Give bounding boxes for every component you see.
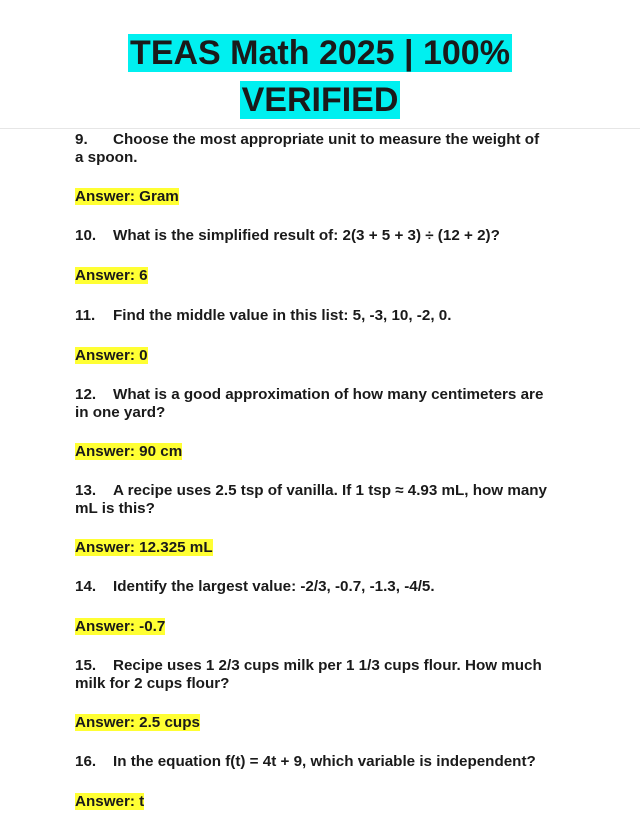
- answer-highlight: Answer: 0: [75, 347, 148, 364]
- question-text: What is a good approximation of how many centimeters are: [113, 386, 544, 403]
- question-text: Identify the largest value: -2/3, -0.7, -1.3, -4/5.: [113, 578, 435, 595]
- header-subtitle: VERIFIED: [241, 81, 399, 119]
- question-12: [75, 386, 575, 422]
- answer-10: [75, 267, 575, 285]
- question-text-cont: milk for 2 cups flour?: [75, 675, 230, 692]
- answer-highlight: Answer: Gram: [75, 188, 179, 205]
- question-16: [75, 753, 575, 771]
- page-header: [0, 30, 640, 124]
- question-14: [75, 578, 575, 596]
- question-text-cont: a spoon.: [75, 149, 138, 166]
- question-text: Find the middle value in this list: 5, -3, 10, -2, 0.: [113, 307, 452, 324]
- answer-15: [75, 714, 575, 732]
- answer-highlight: Answer: 2.5 cups: [75, 714, 200, 731]
- answer-9: [75, 188, 575, 206]
- question-list: [75, 129, 575, 811]
- question-13: [75, 482, 575, 518]
- header-line-1: [0, 30, 640, 77]
- question-text: Recipe uses 1 2/3 cups milk per 1 1/3 cups flour. How much: [113, 657, 542, 674]
- answer-highlight: Answer: t: [75, 793, 145, 810]
- question-text: A recipe uses 2.5 tsp of vanilla. If 1 tsp ≈ 4.93 mL, how many: [113, 482, 548, 499]
- question-number: 12.: [75, 386, 97, 403]
- question-text: Choose the most appropriate unit to measure the weight of: [113, 131, 540, 148]
- question-number: 15.: [75, 657, 97, 674]
- question-11: [75, 307, 575, 325]
- answer-12: [75, 443, 575, 461]
- question-number: 11.: [75, 307, 96, 324]
- answer-highlight: Answer: 90 cm: [75, 443, 183, 460]
- header-line-2: [0, 77, 640, 124]
- question-text-cont: mL is this?: [75, 500, 155, 517]
- question-text-cont: in one yard?: [75, 404, 166, 421]
- question-10: [75, 227, 575, 245]
- question-number: 14.: [75, 578, 97, 595]
- answer-13: [75, 539, 575, 557]
- answer-11: [75, 347, 575, 365]
- header-title: TEAS Math 2025 | 100%: [130, 34, 510, 72]
- answer-16: [75, 793, 575, 811]
- question-number: 13.: [75, 482, 97, 499]
- question-text: What is the simplified result of: 2(3 + 5 + 3) ÷ (12 + 2)?: [113, 227, 500, 244]
- question-15: [75, 657, 575, 693]
- question-number: 9.: [75, 131, 88, 148]
- question-number: 10.: [75, 227, 97, 244]
- answer-14: [75, 618, 575, 636]
- answer-highlight: Answer: -0.7: [75, 618, 166, 635]
- question-number: 16.: [75, 753, 97, 770]
- question-text: In the equation f(t) = 4t + 9, which variable is independent?: [113, 753, 536, 770]
- answer-highlight: Answer: 6: [75, 267, 148, 284]
- question-9: [75, 131, 575, 167]
- answer-highlight: Answer: 12.325 mL: [75, 539, 213, 556]
